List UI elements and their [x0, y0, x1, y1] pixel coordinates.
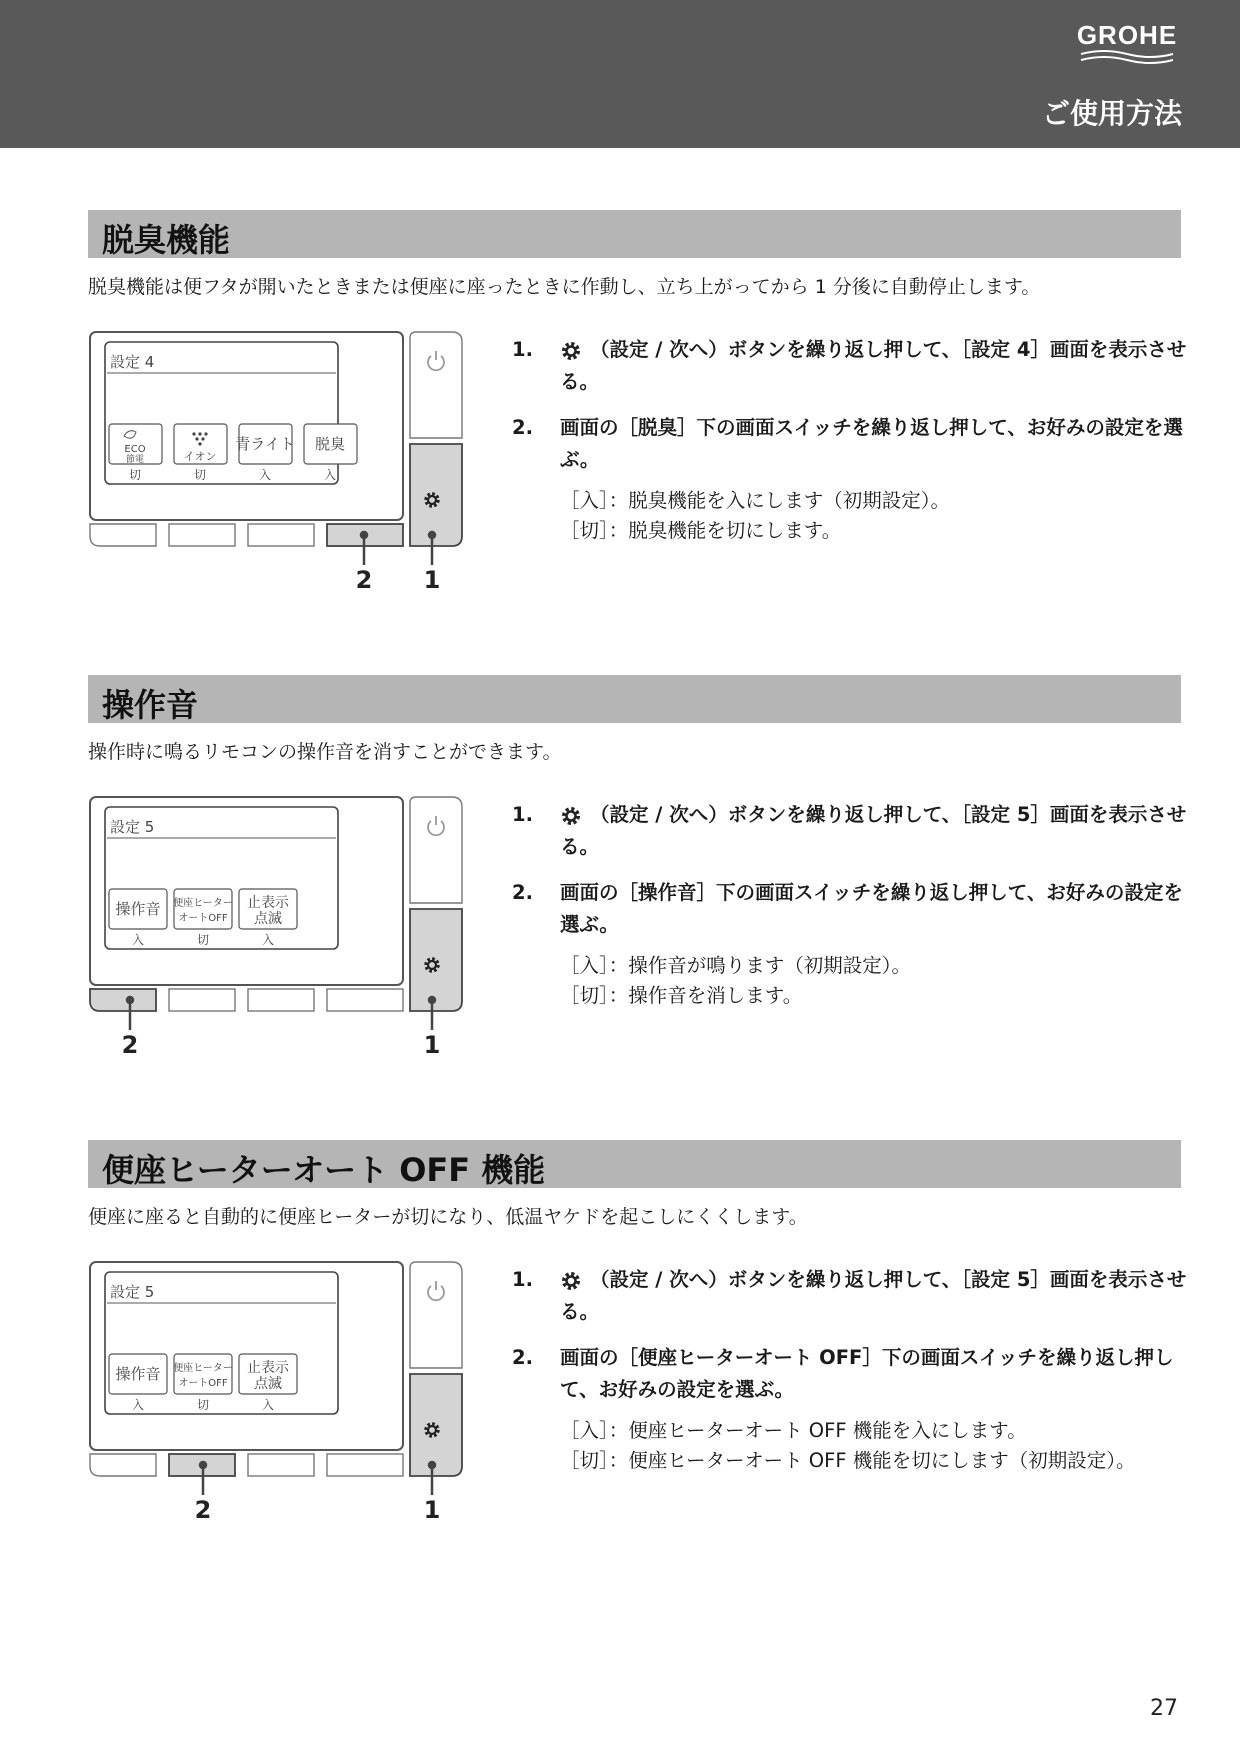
operation-sound-label: 操作音 — [115, 1365, 161, 1383]
section-heading-bar — [88, 675, 1181, 723]
screen-switches — [109, 1354, 297, 1394]
page-number: 27 — [1150, 1696, 1178, 1721]
grohe-logo — [1072, 20, 1182, 65]
operation-sound-label: 操作音 — [115, 900, 161, 918]
step-number: 1. — [512, 803, 533, 826]
callout-number-1: 1 — [423, 1031, 441, 1059]
screen-switches — [109, 889, 297, 929]
blue-light-label: 青ライト — [235, 435, 295, 453]
switch-state: 切 — [196, 933, 210, 947]
step-2 — [510, 1342, 1190, 1406]
callout-number-1: 1 — [423, 1496, 441, 1524]
option-off: ［切］：便座ヒーターオート OFF 機能を切にします（初期設定）。 — [560, 1449, 1136, 1472]
seat-heater-label: 便座ヒーター — [173, 898, 233, 909]
switch-state: 入 — [261, 1398, 275, 1412]
steps — [510, 334, 1190, 546]
remote-control-diagram — [88, 795, 468, 1075]
section-heading: 脱臭機能 — [102, 221, 231, 259]
section-heading-bar — [88, 1140, 1181, 1188]
eco-label: ECO — [124, 444, 146, 455]
step-1 — [510, 799, 1190, 863]
hardware-buttons — [90, 989, 403, 1011]
step-text: 画面の［脱臭］下の画面スイッチを繰り返し押して、お好みの設定を選ぶ。 — [560, 416, 1183, 471]
remote-control-diagram — [88, 1260, 468, 1540]
screen-title: 設定 4 — [110, 353, 155, 371]
option-list — [510, 951, 1190, 1011]
steps — [510, 799, 1190, 1011]
brand-name: GROHE — [1076, 20, 1178, 50]
side-buttons — [410, 1262, 462, 1476]
hardware-buttons — [90, 524, 403, 546]
section-operation-sound — [0, 675, 1240, 1115]
seat-heater-label: 便座ヒーター — [173, 1363, 233, 1374]
switch-state: 入 — [131, 1398, 145, 1412]
auto-off-label: オートOFF — [178, 913, 228, 924]
option-list — [510, 486, 1190, 546]
step-text: 画面の［便座ヒーターオート OFF］下の画面スイッチを繰り返し押して、お好みの設定を選ぶ。 — [560, 1346, 1174, 1401]
step-number: 2. — [512, 881, 533, 904]
section-description: 脱臭機能は便フタが開いたときまたは便座に座ったときに作動し、立ち上がってから 1 分後に自動停止します。 — [88, 276, 1041, 298]
blink-label: 点滅 — [254, 911, 282, 927]
ion-label: イオン — [183, 450, 217, 463]
switch-state: 切 — [196, 1398, 210, 1412]
stop-display-label: 止表示 — [247, 895, 289, 911]
remote-control-diagram — [88, 330, 468, 610]
screen-title: 設定 5 — [110, 818, 155, 836]
gear-icon — [560, 1270, 582, 1292]
stop-display-label: 止表示 — [247, 1360, 289, 1376]
section-description: 操作時に鳴るリモコンの操作音を消すことができます。 — [88, 741, 562, 763]
section-heading: 便座ヒーターオート OFF 機能 — [102, 1151, 546, 1189]
step-2 — [510, 877, 1190, 941]
step-number: 2. — [512, 416, 533, 439]
hardware-buttons — [90, 1454, 403, 1476]
gear-icon — [560, 340, 582, 362]
side-buttons — [410, 332, 462, 546]
callout-number-1: 1 — [423, 566, 441, 594]
option-on: ［入］：操作音が鳴ります（初期設定）。 — [560, 954, 912, 977]
switch-state: 入 — [131, 933, 145, 947]
step-number: 1. — [512, 1268, 533, 1291]
step-2 — [510, 412, 1190, 476]
switch-state: 切 — [128, 468, 142, 482]
screen-title: 設定 5 — [110, 1283, 155, 1301]
option-on: ［入］：便座ヒーターオート OFF 機能を入にします。 — [560, 1419, 1027, 1442]
section-description: 便座に座ると自動的に便座ヒーターが切になり、低温ヤケドを起こしにくくします。 — [88, 1206, 808, 1228]
step-number: 1. — [512, 338, 533, 361]
section-deodorize — [0, 210, 1240, 650]
callout-number-2: 2 — [121, 1031, 139, 1059]
steps — [510, 1264, 1190, 1476]
step-1 — [510, 334, 1190, 398]
switch-state: 入 — [323, 468, 337, 482]
option-on: ［入］：脱臭機能を入にします（初期設定）。 — [560, 489, 951, 512]
step-text: （設定 / 次へ）ボタンを繰り返し押して、［設定 5］画面を表示させる。 — [560, 803, 1187, 858]
step-text: （設定 / 次へ）ボタンを繰り返し押して、［設定 5］画面を表示させる。 — [560, 1268, 1187, 1323]
step-1 — [510, 1264, 1190, 1328]
step-number: 2. — [512, 1346, 533, 1369]
section-heading: 操作音 — [102, 686, 199, 724]
step-text: 画面の［操作音］下の画面スイッチを繰り返し押して、お好みの設定を選ぶ。 — [560, 881, 1183, 936]
option-list — [510, 1416, 1190, 1476]
switch-state: 入 — [261, 933, 275, 947]
blink-label: 点滅 — [254, 1376, 282, 1392]
switch-state: 切 — [193, 468, 207, 482]
deodorize-label: 脱臭 — [314, 435, 346, 453]
option-off: ［切］：脱臭機能を切にします。 — [560, 519, 842, 542]
header-title: ご使用方法 — [1041, 97, 1182, 130]
callout-number-2: 2 — [194, 1496, 212, 1524]
switch-state: 入 — [258, 468, 272, 482]
section-heading-bar — [88, 210, 1181, 258]
wave-icon — [1077, 49, 1177, 65]
gear-icon — [560, 805, 582, 827]
side-buttons — [410, 797, 462, 1011]
callout-number-2: 2 — [355, 566, 373, 594]
auto-off-label: オートOFF — [178, 1378, 228, 1389]
page-header — [0, 0, 1240, 148]
eco-sub-label: 節電 — [125, 455, 145, 465]
option-off: ［切］：操作音を消します。 — [560, 984, 803, 1007]
section-seat-heater-auto-off — [0, 1140, 1240, 1580]
step-text: （設定 / 次へ）ボタンを繰り返し押して、［設定 4］画面を表示させる。 — [560, 338, 1187, 393]
